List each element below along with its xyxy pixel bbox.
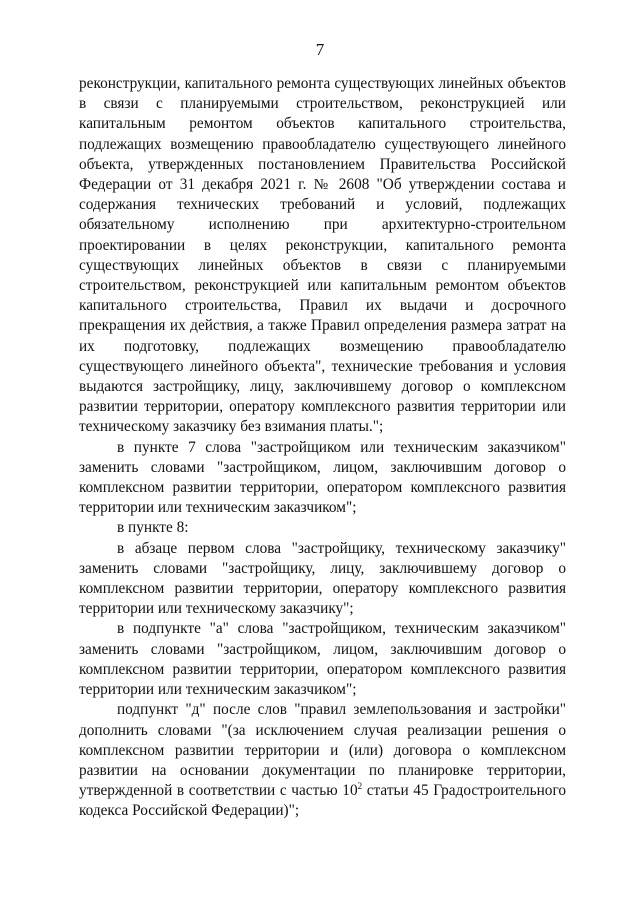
paragraph-continuation: реконструкции, капитального ремонта существующих линейных объектов в связи с планируемыми строительством, реконструкцией или капитальным ремонтом объектов капитального строительства, подлежащих возмещению правообладателю существующего линейного объекта, утвержденных постановлением Правительства Российской Федерации от 31 декабря 2021 г. № 2608 "Об утверждении состава и содержания технических требований и условий, подлежащих обязательному исполнению при архитектурно-строительном проектировании в целях реконструкции, капитального ремонта существующих линейных объектов в связи с планируемыми строительством, реконструкцией или капитальным ремонтом объектов капитального строительства, Правил их выдачи и досрочного прекращения их действия, а также Правил определения размера затрат на их подготовку, подлежащих возмещению правообладателю существующего линейного объекта", технические требования и условия выдаются застройщику, лицу, заключившему договор о комплексном развитии территории, оператору комплексного развития территории или техническому заказчику без взимания платы."; [79, 75, 566, 436]
subitem-d-text-end: статьи 45 Градостроительного кодекса Российской Федерации)"; [79, 782, 566, 820]
paragraph-item-7: в пункте 7 слова "застройщиком или техническим заказчиком" заменить словами "застройщиком, лицом, заключившим договор о комплексном развитии территории, оператором комплексного развития территории или техническим заказчиком"; [79, 438, 566, 517]
superscript-index: 2 [357, 781, 363, 792]
document-body [79, 74, 566, 822]
paragraph-item-8-subitem-d [79, 700, 566, 821]
paragraph-item-8-heading: в пункте 8: [117, 519, 189, 537]
page-number: 7 [315, 40, 325, 59]
paragraph-item-8-first-clause: в абзаце первом слова "застройщику, техническому заказчику" заменить словами "застройщику, лицу, заключившему договор о комплексном развитии территории, оператору комплексного развития территории или техническому заказчику"; [79, 539, 566, 618]
paragraph-item-8-subitem-a: в подпункте "а" слова "застройщиком, техническим заказчиком" заменить словами "застройщиком, лицом, заключившим договор о комплексном развитии территории, оператором комплексного развития территории или техническим заказчиком"; [79, 620, 566, 699]
subitem-d-text-start: подпункт "д" после слов "правил землепользования и застройки" дополнить словами "(за исключением случая реализации решения о комплексном развитии территории и (или) договора о комплексном развитии на основании документации по планировке территории, утвержденной в соответствии с частью 10 [79, 701, 566, 800]
